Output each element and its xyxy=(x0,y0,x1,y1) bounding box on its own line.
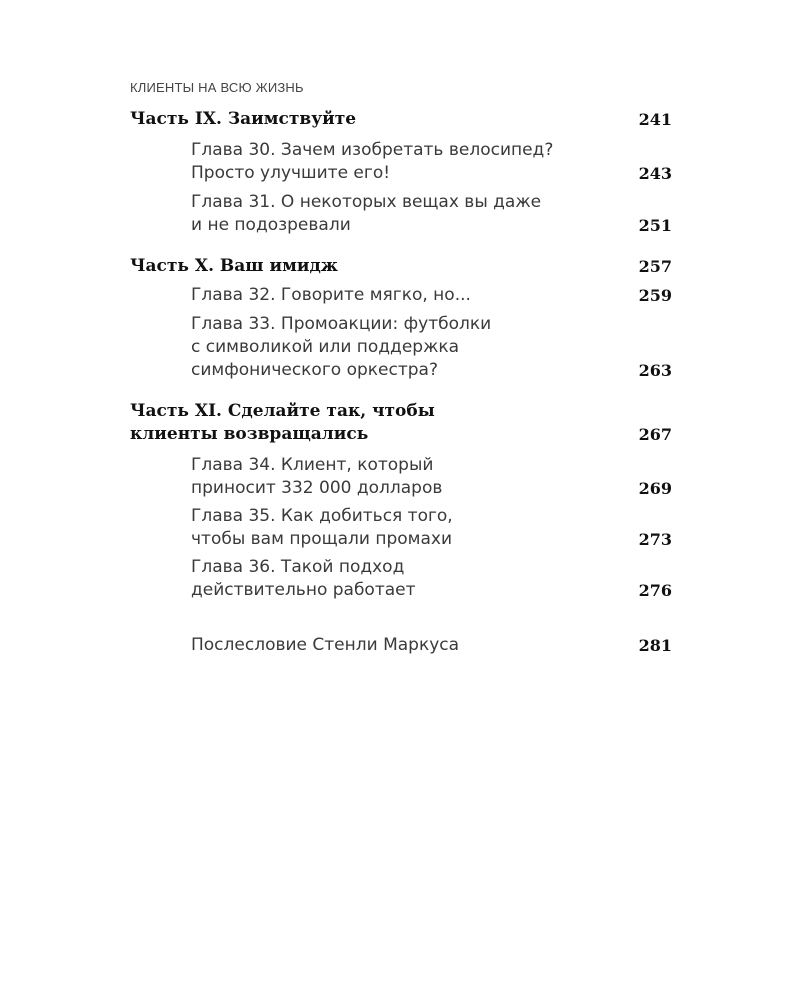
chapter-title-line: Глава 34. Клиент, который xyxy=(191,455,434,475)
chapter-title-line: симфонического оркестра? xyxy=(191,360,438,380)
chapter-title-line: чтобы вам прощали промахи xyxy=(191,529,453,549)
chapter-title-line: Глава 35. Как добиться того, xyxy=(191,506,453,526)
part-page-number: 267 xyxy=(638,425,672,444)
toc-chapter-36[interactable] xyxy=(191,556,672,602)
toc-chapter-30[interactable] xyxy=(191,139,672,185)
chapter-page-number: 269 xyxy=(638,479,672,498)
afterword-page-number: 281 xyxy=(638,636,672,655)
part-title xyxy=(130,255,570,278)
part-title-line: Часть X. Ваш имидж xyxy=(130,256,338,276)
chapter-page-number: 263 xyxy=(638,361,672,380)
part-page-number: 257 xyxy=(638,257,672,276)
chapter-title xyxy=(191,139,591,185)
toc-chapter-32[interactable] xyxy=(191,284,672,307)
chapter-title xyxy=(191,191,591,237)
chapter-title-line: Глава 31. О некоторых вещах вы даже xyxy=(191,192,542,212)
part-title-line: Часть IX. Заимствуйте xyxy=(130,109,357,129)
toc-chapter-31[interactable] xyxy=(191,191,672,237)
chapter-title-line: с символикой или поддержка xyxy=(191,337,460,357)
toc-chapter-33[interactable] xyxy=(191,313,672,382)
toc-chapter-34[interactable] xyxy=(191,454,672,500)
chapter-title-line: Глава 36. Такой подход xyxy=(191,557,405,577)
chapter-page-number: 243 xyxy=(638,164,672,183)
chapter-title-line: Глава 33. Промоакции: футболки xyxy=(191,314,492,334)
afterword-title-line: Послесловие Стенли Маркуса xyxy=(191,635,460,655)
table-of-contents xyxy=(130,108,672,657)
chapter-page-number: 251 xyxy=(638,216,672,235)
chapter-title-line: Просто улучшите его! xyxy=(191,163,391,183)
part-title-line: клиенты возвращались xyxy=(130,424,369,444)
toc-chapter-35[interactable] xyxy=(191,505,672,551)
toc-part-9[interactable] xyxy=(130,108,672,131)
part-title xyxy=(130,400,570,446)
chapter-title xyxy=(191,505,591,551)
chapter-title-line: действительно работает xyxy=(191,580,416,600)
chapter-title xyxy=(191,313,591,382)
running-head: КЛИЕНТЫ НА ВСЮ ЖИЗНЬ xyxy=(130,80,304,95)
toc-part-10[interactable] xyxy=(130,255,672,278)
part-title xyxy=(130,108,570,131)
afterword-title xyxy=(191,634,591,657)
chapter-title-line: и не подозревали xyxy=(191,215,351,235)
part-title-line: Часть XI. Сделайте так, чтобы xyxy=(130,401,435,421)
chapter-page-number: 259 xyxy=(638,286,672,305)
chapter-title-line: Глава 32. Говорите мягко, но... xyxy=(191,285,471,305)
toc-afterword[interactable] xyxy=(191,634,672,657)
toc-part-11[interactable] xyxy=(130,400,672,446)
chapter-page-number: 273 xyxy=(638,530,672,549)
part-page-number: 241 xyxy=(638,110,672,129)
chapter-title-line: Глава 30. Зачем изобретать велосипед? xyxy=(191,140,554,160)
chapter-title xyxy=(191,454,591,500)
chapter-title xyxy=(191,284,591,307)
chapter-title-line: приносит 332 000 долларов xyxy=(191,478,443,498)
chapter-page-number: 276 xyxy=(638,581,672,600)
chapter-title xyxy=(191,556,591,602)
